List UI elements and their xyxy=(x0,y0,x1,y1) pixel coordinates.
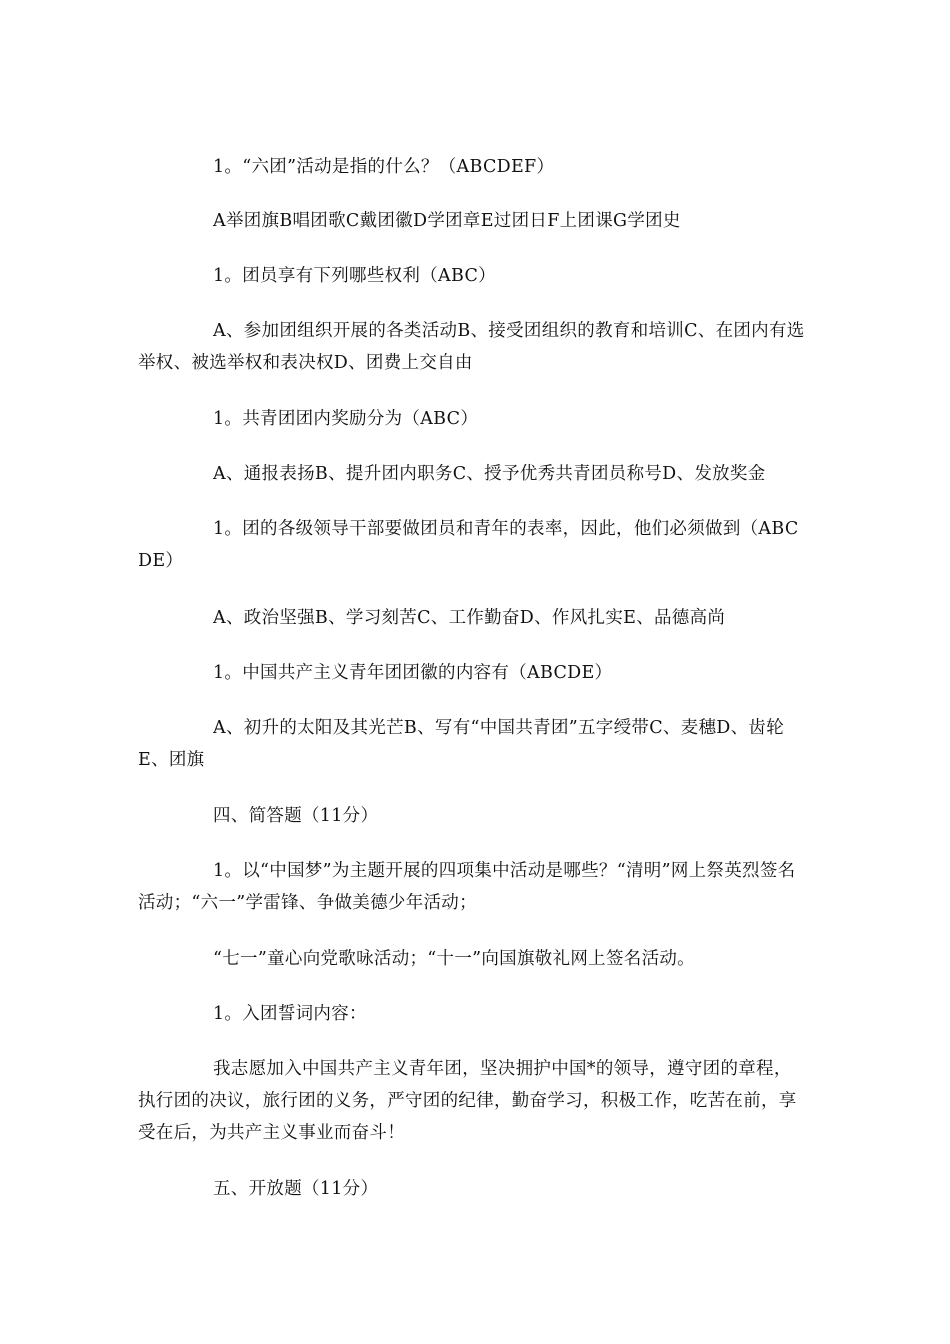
question-six-activities: 1。“六团”活动是指的什么？（ABCDEF） xyxy=(213,156,555,177)
answer-member-rights: A、参加团组织开展的各类活动B、接受团组织的教育和培训C、在团内有选举权、被选举权和表决权D、团费上交自由 xyxy=(138,320,805,373)
question-member-rights: 1。团员享有下列哪些权利（ABC） xyxy=(213,265,496,286)
question-rewards: 1。共青团团内奖励分为（ABC） xyxy=(213,408,479,429)
short-answer-oath-text: 我志愿加入中国共产主义青年团，坚决拥护中国*的领导，遵守团的章程，执行团的决议，旅行团的义务，严守团的纪律，勤奋学习，积极工作，吃苦在前，享受在后，为共产主义事业而奋斗！ xyxy=(138,1058,797,1143)
answer-rewards: A、通报表扬B、提升团内职务C、授予优秀共青团员称号D、发放奖金 xyxy=(213,463,766,484)
short-answer-oath-question: 1。入团誓词内容： xyxy=(213,1003,367,1024)
answer-leaders: A、政治坚强B、学习刻苦C、工作勤奋D、作风扎实E、品德高尚 xyxy=(213,607,726,628)
question-leaders: 1。团的各级领导干部要做团员和青年的表率，因此，他们必须做到（ABCDE） xyxy=(138,518,799,571)
answer-emblem: A、初升的太阳及其光芒B、写有“中国共青团”五字绶带C、麦穗D、齿轮E、团旗 xyxy=(138,717,785,770)
section-heading-short-answer: 四、简答题（11分） xyxy=(213,805,379,826)
short-answer-china-dream-cont: “七一”童心向党歌咏活动；“十一”向国旗敬礼网上签名活动。 xyxy=(213,948,695,969)
short-answer-china-dream: 1。以“中国梦”为主题开展的四项集中活动是哪些？“清明”网上祭英烈签名活动；“六一”学雷锋、争做美德少年活动； xyxy=(138,860,796,913)
section-heading-open-question: 五、开放题（11分） xyxy=(213,1178,379,1199)
answer-six-activities: A举团旗B唱团歌C戴团徽D学团章E过团日F上团课G学团史 xyxy=(213,210,681,231)
question-emblem: 1。中国共产主义青年团团徽的内容有（ABCDE） xyxy=(213,662,613,683)
